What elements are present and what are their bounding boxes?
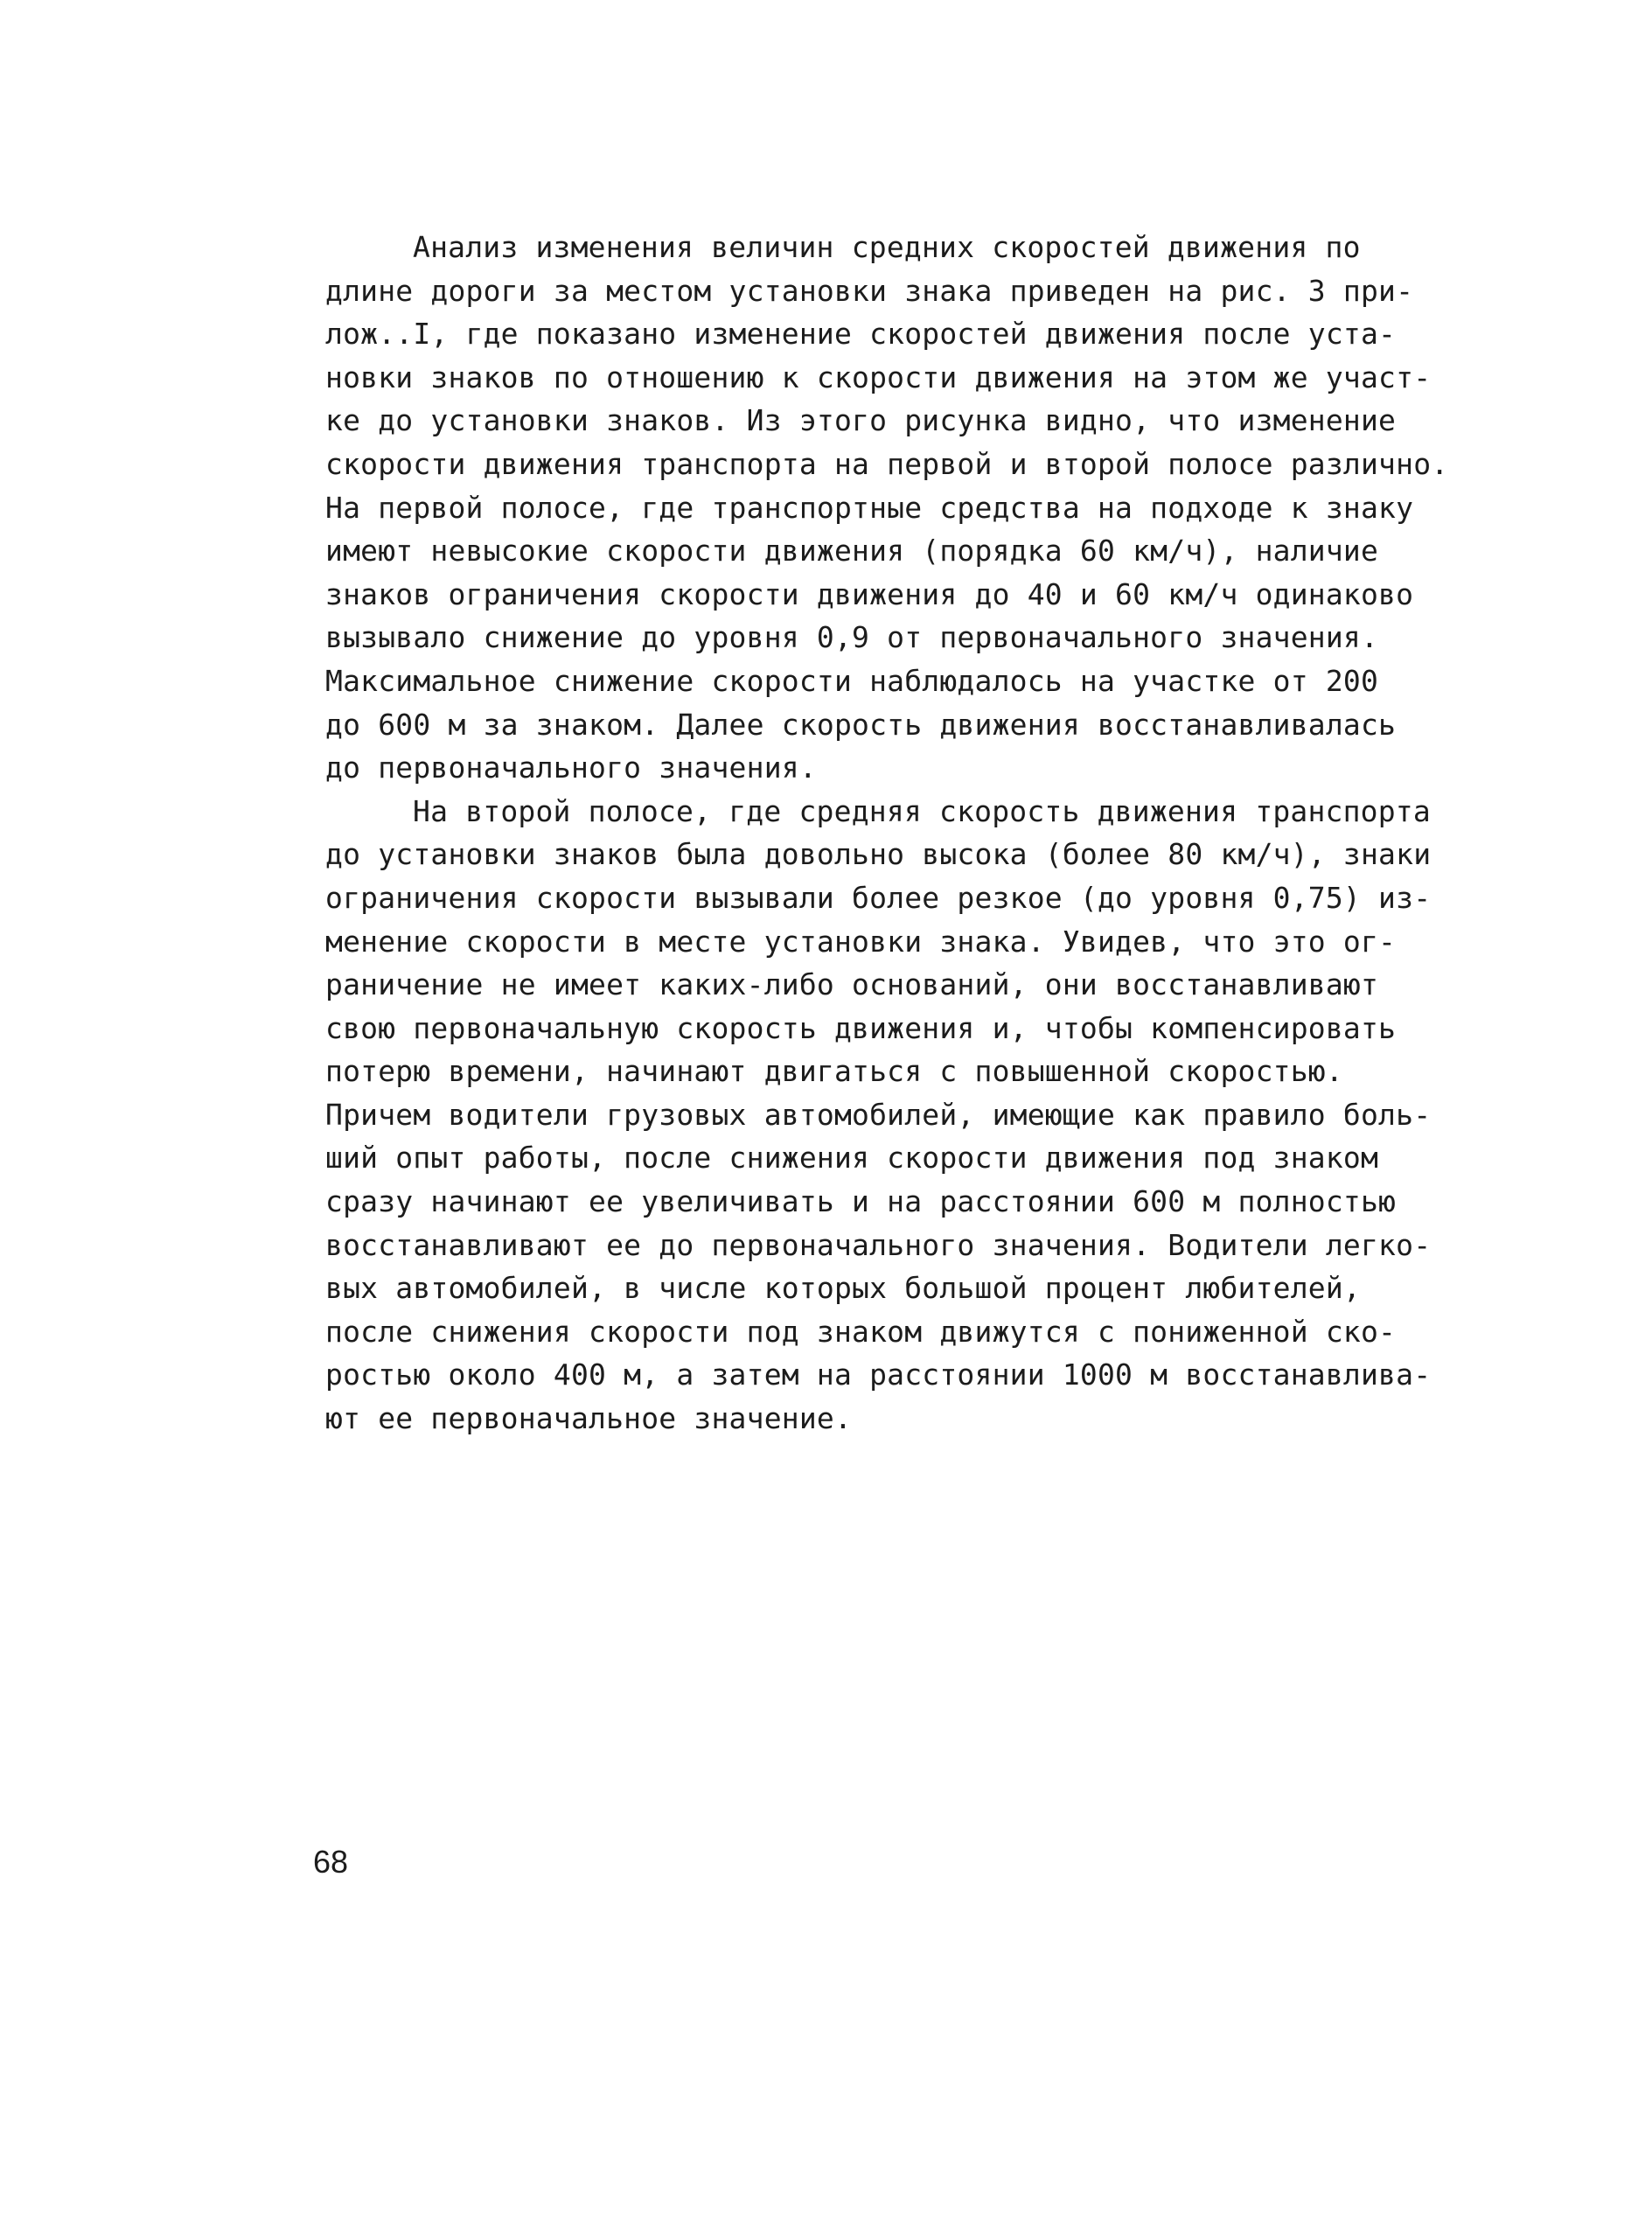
text-line: Максимальное снижение скорости наблюдалось на участке от 200 (325, 663, 1379, 698)
text-line: восстанавливают ее до первоначального значения. Водители легко- (325, 1227, 1432, 1262)
text-line: имеют невысокие скорости движения (порядка 60 км/ч), наличие (325, 534, 1379, 569)
text-line: ют ее первоначальное значение. (325, 1401, 853, 1436)
text-line: лож..I, где показано изменение скоростей движения после уста- (325, 317, 1397, 352)
paragraph-2 (325, 790, 1462, 1441)
text-line: потерю времени, начинают двигаться с повышенной скоростью. (325, 1054, 1343, 1089)
text-line: до 600 м за знаком. Далее скорость движения восстанавливалась (325, 707, 1397, 742)
body-text (325, 226, 1462, 1441)
text-line: ограничения скорости вызывали более резкое (до уровня 0,75) из- (325, 880, 1432, 915)
text-line: после снижения скорости под знаком движутся с пониженной ско- (325, 1314, 1397, 1349)
text-line: ростью около 400 м, а затем на расстоянии 1000 м восстанавлива- (325, 1357, 1432, 1392)
text-line: вых автомобилей, в числе которых большой процент любителей, (325, 1271, 1361, 1306)
text-line: вызывало снижение до уровня 0,9 от первоначального значения. (325, 620, 1379, 655)
text-line: менение скорости в месте установки знака. Увидев, что это ог- (325, 924, 1397, 959)
text-line: ший опыт работы, после снижения скорости движения под знаком (325, 1141, 1379, 1176)
text-line: раничение не имеет каких-либо оснований, они восстанавливают (325, 967, 1379, 1002)
text-line: до установки знаков была довольно высока (более 80 км/ч), знаки (325, 837, 1432, 872)
text-line: скорости движения транспорта на первой и второй полосе различно. (325, 446, 1449, 481)
text-line: новки знаков по отношению к скорости движения на этом же участ- (325, 359, 1432, 394)
text-line: свою первоначальную скорость движения и, чтобы компенсировать (325, 1010, 1397, 1045)
text-line: На второй полосе, где средняя скорость движения транспорта (413, 793, 1431, 828)
page-number: 68 (313, 1844, 349, 1880)
text-line: длине дороги за местом установки знака приведен на рис. 3 при- (325, 273, 1414, 308)
text-line: ке до установки знаков. Из этого рисунка видно, что изменение (325, 403, 1397, 438)
paragraph-1 (325, 226, 1462, 790)
text-line: знаков ограничения скорости движения до 40 и 60 км/ч одинаково (325, 576, 1414, 611)
text-line: до первоначального значения. (325, 750, 817, 785)
text-line: сразу начинают ее увеличивать и на расстоянии 600 м полностью (325, 1184, 1397, 1219)
text-line: Анализ изменения величин средних скоростей движения по (413, 230, 1361, 264)
text-line: Причем водители грузовых автомобилей, имеющие как правило боль- (325, 1097, 1432, 1132)
text-line: На первой полосе, где транспортные средства на подходе к знаку (325, 490, 1414, 525)
